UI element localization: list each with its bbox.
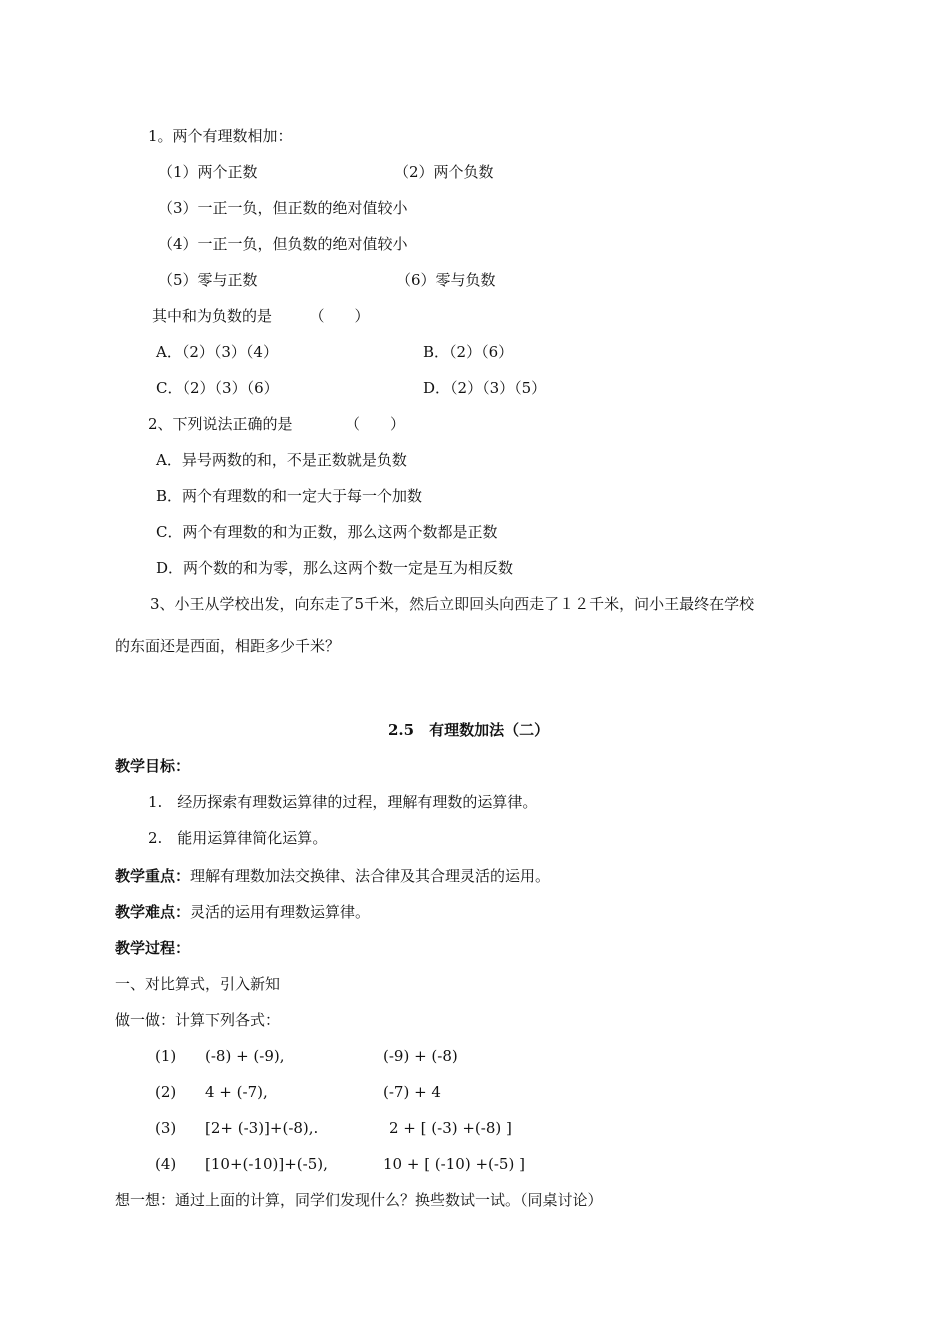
q1-stem: 1。两个有理数相加：: [148, 127, 293, 145]
section-title: 2.5 有理数加法（二）: [388, 721, 550, 739]
goal-2: 2. 能用运算律简化运算。: [148, 829, 328, 847]
key-text: 理解有理数加法交换律、法合律及其合理灵活的运用。: [190, 867, 551, 885]
q3-line-2: 的东面还是西面，相距多少千米？: [115, 637, 341, 655]
difficulty-text: 灵活的运用有理数运算律。: [190, 903, 371, 921]
q1-option-c: C．（2）（3）（6）: [156, 379, 279, 397]
q2-option-c: C．两个有理数的和为正数，那么这两个数都是正数: [156, 523, 498, 541]
difficulty-point: [115, 902, 370, 922]
expr-num: (4): [155, 1155, 177, 1173]
expr-right: (-9) + (-8): [383, 1047, 458, 1065]
step-1: 一、对比算式，引入新知: [115, 975, 281, 993]
expr-left: 4 + (-7),: [205, 1083, 268, 1101]
expr-num: (3): [155, 1119, 177, 1137]
key-label: 教学重点：: [115, 867, 191, 885]
q2-option-d: D．两个数的和为零，那么这两个数一定是互为相反数: [156, 559, 514, 577]
q1-choice-4: （4）一正一负，但负数的绝对值较小: [158, 235, 408, 253]
goals-label: 教学目标：: [115, 757, 191, 775]
expr-left: [10+(-10)]+(-5),: [205, 1155, 328, 1173]
q1-option-b: B．（2）（6）: [423, 343, 514, 361]
expr-right: 10 + [ (-10) +(-5) ]: [383, 1155, 525, 1173]
think-prompt: 想一想：通过上面的计算，同学们发现什么？换些数试一试。（同桌讨论）: [115, 1191, 603, 1209]
q2-stem: 2、下列说法正确的是 （ ）: [148, 415, 406, 433]
expr-left: (-8) + (-9),: [205, 1047, 285, 1065]
process-label: 教学过程：: [115, 939, 191, 957]
key-point: [115, 866, 550, 886]
q1-ask: 其中和为负数的是 （ ）: [152, 307, 370, 325]
q1-choice-1: （1）两个正数: [158, 163, 258, 181]
q1-option-d: D．（2）（3）（5）: [423, 379, 547, 397]
expr-right: (-7) + 4: [383, 1083, 441, 1101]
q3-line-1: 3、小王从学校出发，向东走了5千米，然后立即回头向西走了１２千米，问小王最终在学校: [150, 595, 755, 613]
expr-num: (2): [155, 1083, 177, 1101]
q1-choice-2: （2）两个负数: [394, 163, 494, 181]
q2-option-b: B．两个有理数的和一定大于每一个加数: [156, 487, 423, 505]
difficulty-label: 教学难点：: [115, 903, 191, 921]
expr-right: 2 + [ (-3) +(-8) ]: [389, 1119, 512, 1137]
q2-option-a: A．异号两数的和，不是正数就是负数: [156, 451, 407, 469]
q1-choice-3: （3）一正一负，但正数的绝对值较小: [158, 199, 408, 217]
goal-1: 1. 经历探索有理数运算律的过程，理解有理数的运算律。: [148, 793, 538, 811]
q1-choice-5: （5）零与正数: [158, 271, 258, 289]
q1-option-a: A．（2）（3）（4）: [156, 343, 278, 361]
q1-choice-6: （6）零与负数: [396, 271, 496, 289]
try-label: 做一做：计算下列各式：: [115, 1011, 281, 1029]
expr-left: [2+ (-3)]+(-8),.: [205, 1119, 319, 1137]
expr-num: (1): [155, 1047, 177, 1065]
